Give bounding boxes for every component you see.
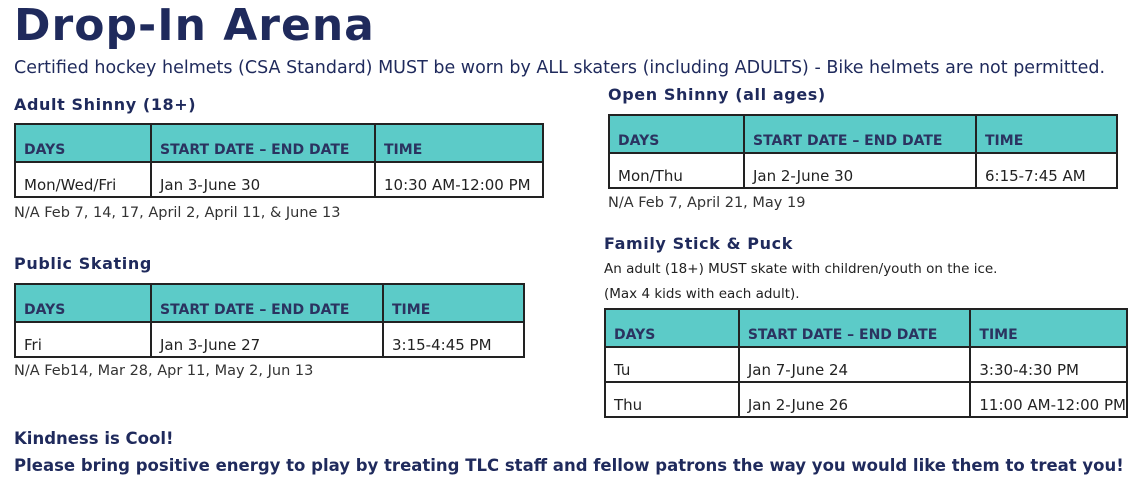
cell-days: Mon/Wed/Fri bbox=[15, 162, 151, 197]
cell-time: 3:15-4:45 PM bbox=[383, 322, 524, 357]
open-shinny-table bbox=[608, 114, 1118, 189]
table-row bbox=[15, 162, 543, 197]
page-title: Drop-In Arena bbox=[14, 0, 375, 51]
open-shinny-note: N/A Feb 7, April 21, May 19 bbox=[608, 195, 806, 211]
table-row bbox=[605, 382, 1127, 417]
cell-time: 10:30 AM-12:00 PM bbox=[375, 162, 543, 197]
column-header-time: TIME bbox=[970, 309, 1127, 347]
public-skating-heading: Public Skating bbox=[14, 254, 152, 273]
table-header-row bbox=[605, 309, 1127, 347]
family-stick-limit: (Max 4 kids with each adult). bbox=[604, 286, 800, 302]
family-stick-rule: An adult (18+) MUST skate with children/youth on the ice. bbox=[604, 261, 998, 277]
column-header-dates: START DATE – END DATE bbox=[151, 284, 383, 322]
column-header-days: DAYS bbox=[605, 309, 739, 347]
cell-time: 3:30-4:30 PM bbox=[970, 347, 1127, 382]
column-header-time: TIME bbox=[375, 124, 543, 162]
helmet-notice: Certified hockey helmets (CSA Standard) MUST be worn by ALL skaters (including ADULTS) - Bike helmets are not permitted. bbox=[14, 58, 1106, 78]
adult-shinny-note: N/A Feb 7, 14, 17, April 2, April 11, & June 13 bbox=[14, 205, 341, 221]
cell-dates: Jan 2-June 26 bbox=[739, 382, 971, 417]
adult-shinny-table bbox=[14, 123, 544, 198]
table-header-row bbox=[15, 124, 543, 162]
cell-dates: Jan 2-June 30 bbox=[744, 153, 976, 188]
cell-dates: Jan 3-June 30 bbox=[151, 162, 375, 197]
cell-time: 11:00 AM-12:00 PM bbox=[970, 382, 1127, 417]
table-header-row bbox=[15, 284, 524, 322]
column-header-days: DAYS bbox=[15, 284, 151, 322]
cell-time: 6:15-7:45 AM bbox=[976, 153, 1117, 188]
table-row bbox=[609, 153, 1117, 188]
column-header-days: DAYS bbox=[609, 115, 744, 153]
family-stick-heading: Family Stick & Puck bbox=[604, 234, 793, 253]
cell-days: Mon/Thu bbox=[609, 153, 744, 188]
column-header-dates: START DATE – END DATE bbox=[151, 124, 375, 162]
public-skating-note: N/A Feb14, Mar 28, Apr 11, May 2, Jun 13 bbox=[14, 363, 314, 379]
table-row bbox=[605, 347, 1127, 382]
adult-shinny-heading: Adult Shinny (18+) bbox=[14, 95, 197, 114]
column-header-dates: START DATE – END DATE bbox=[744, 115, 976, 153]
kindness-message: Please bring positive energy to play by treating TLC staff and fellow patrons the way you would like them to treat you! bbox=[14, 456, 1124, 475]
table-header-row bbox=[609, 115, 1117, 153]
cell-dates: Jan 3-June 27 bbox=[151, 322, 383, 357]
column-header-time: TIME bbox=[976, 115, 1117, 153]
family-stick-table bbox=[604, 308, 1128, 418]
open-shinny-heading: Open Shinny (all ages) bbox=[608, 85, 826, 104]
column-header-days: DAYS bbox=[15, 124, 151, 162]
cell-days: Tu bbox=[605, 347, 739, 382]
cell-days: Thu bbox=[605, 382, 739, 417]
column-header-time: TIME bbox=[383, 284, 524, 322]
public-skating-table bbox=[14, 283, 525, 358]
table-row bbox=[15, 322, 524, 357]
cell-dates: Jan 7-June 24 bbox=[739, 347, 971, 382]
kindness-heading: Kindness is Cool! bbox=[14, 429, 174, 448]
column-header-dates: START DATE – END DATE bbox=[739, 309, 971, 347]
cell-days: Fri bbox=[15, 322, 151, 357]
